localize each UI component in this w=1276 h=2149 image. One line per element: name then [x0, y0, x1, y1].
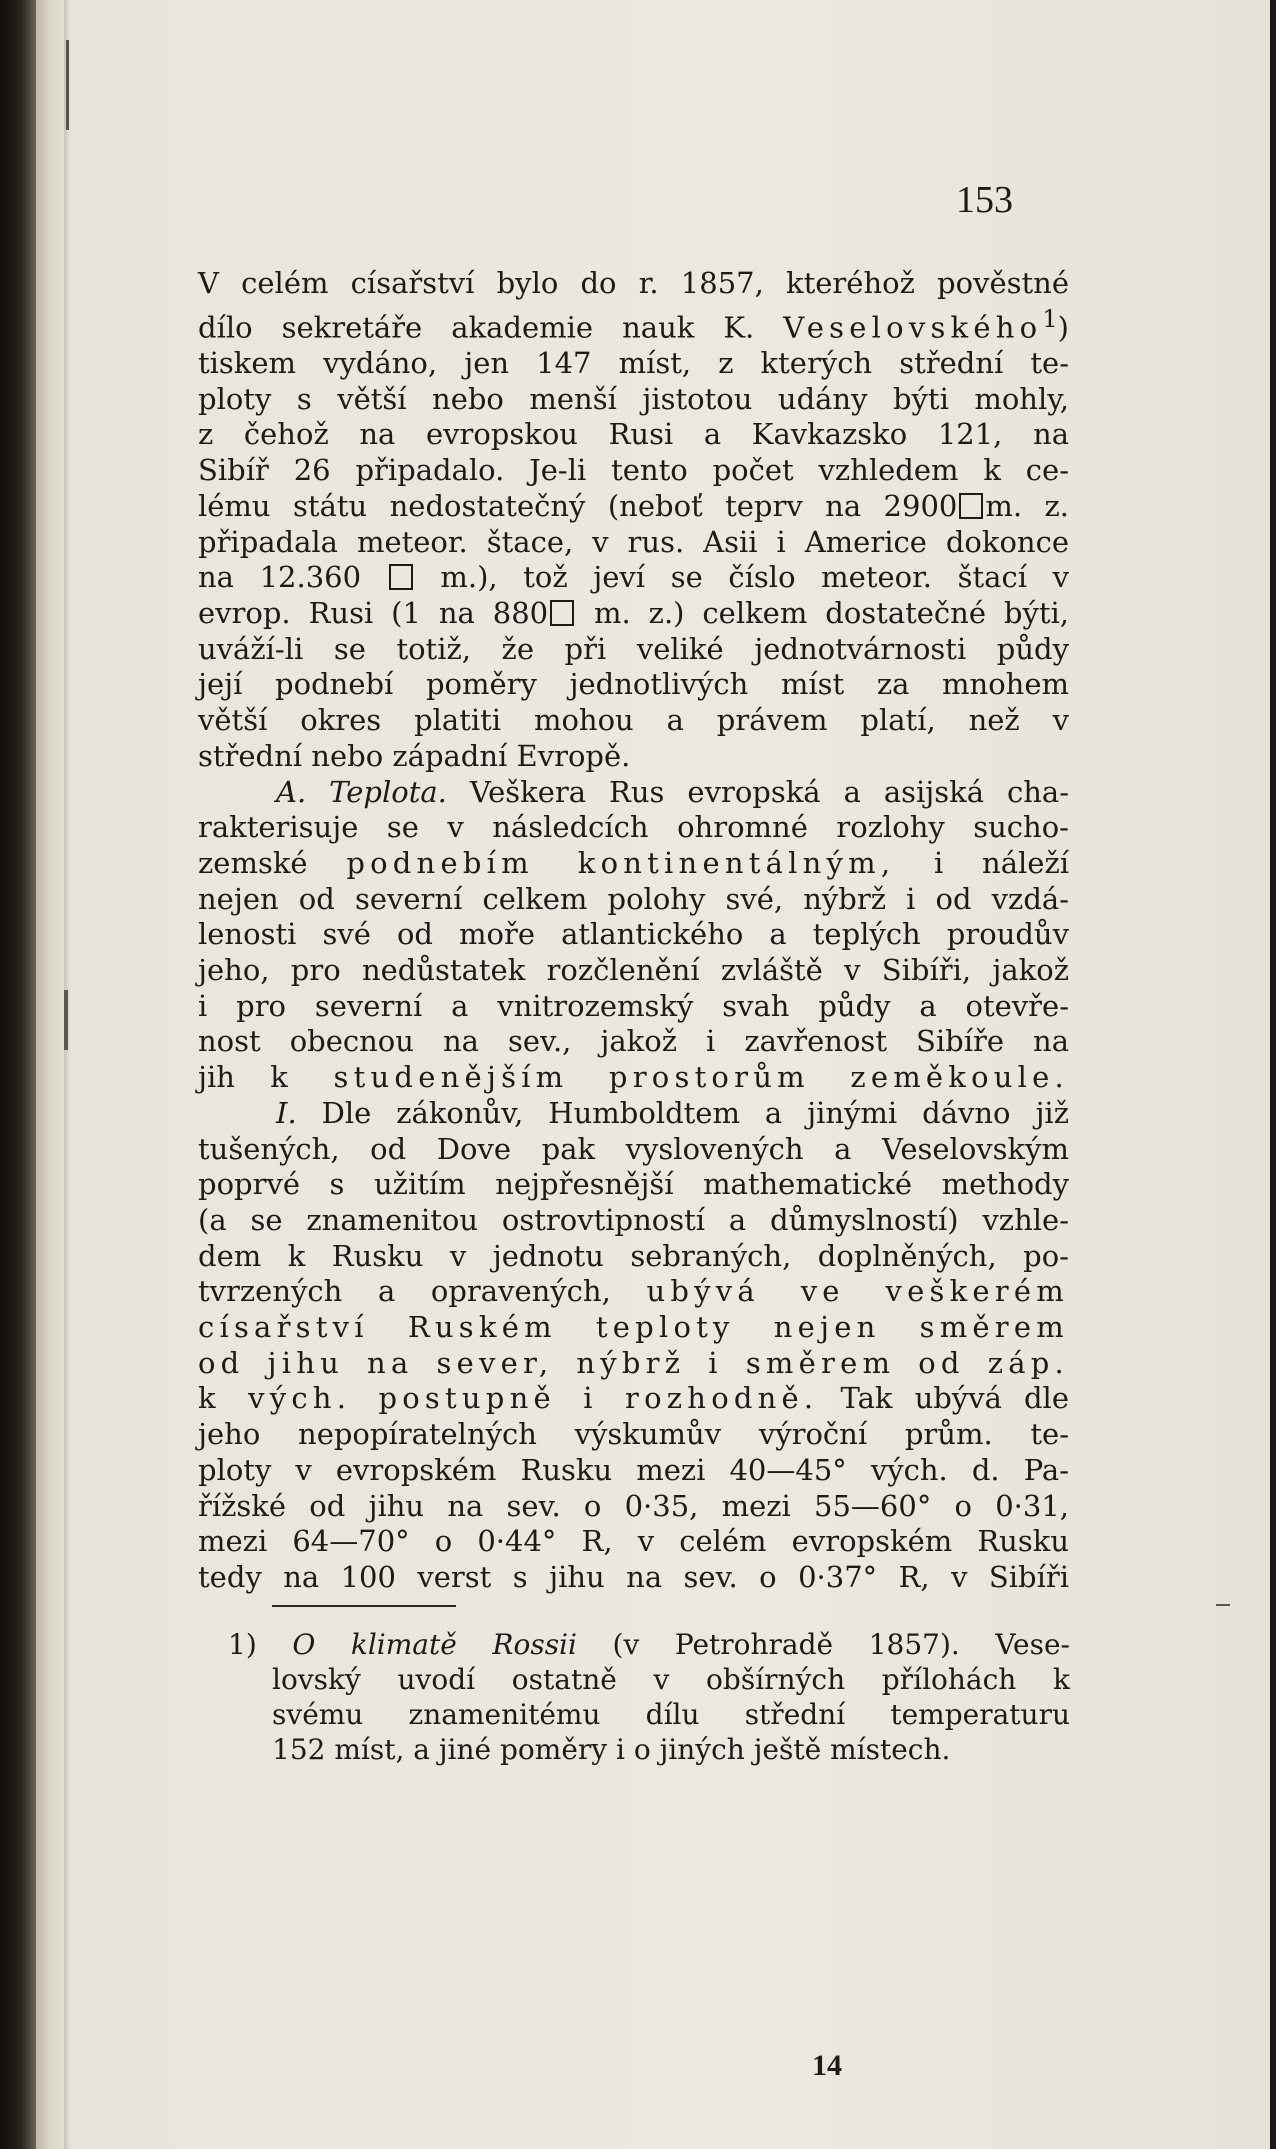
text-line: na 12.360 m.), tož jeví se číslo meteor. štací v	[198, 560, 1069, 595]
text-line: k vých. postupně i rozhodně. Tak ubývá dle	[198, 1381, 1069, 1416]
book-page	[36, 0, 1270, 2149]
text-line: (a se znamenitou ostrovtipností a důmyslností) vzhle-	[198, 1202, 1069, 1237]
text-line: tiskem vydáno, jen 147 míst, z kterých střední te-	[198, 346, 1069, 381]
text-line: tvrzených a opravených, ubývá ve veškerém	[198, 1274, 1069, 1309]
square-symbol-icon	[389, 564, 413, 590]
text-line: řížské od jihu na sev. o 0·35, mezi 55—60° o 0·31,	[198, 1488, 1069, 1523]
footnote-line: lovský uvodí ostatně v obšírných přílohách k	[272, 1663, 1070, 1696]
paragraph-numeral: I.	[276, 1095, 297, 1130]
text-line: mezi 64—70° o 0·44° R, v celém evropském Rusku	[198, 1524, 1069, 1559]
text-line: ploty v evropském Rusku mezi 40—45° vých. d. Pa-	[198, 1452, 1069, 1487]
text-line: zemské podnebím kontinentálným, i náleží	[198, 845, 1069, 880]
text-line: jeho, pro nedůstatek rozčlenění zvláště v Sibíři, jakož	[198, 953, 1069, 988]
book-spine	[0, 0, 36, 2149]
printer-signature: 14	[812, 2049, 842, 2082]
text-line: dem k Rusku v jednotu sebraných, doplněných, po-	[198, 1238, 1069, 1273]
text-line: evrop. Rusi (1 na 880 m. z.) celkem dostatečné býti,	[198, 595, 1070, 630]
text-line: nejen od severní celkem polohy své, nýbrž i od vzdá-	[198, 881, 1069, 916]
text-line: i pro severní a vnitrozemský svah půdy a otevře-	[198, 988, 1069, 1023]
square-symbol-icon	[959, 493, 983, 519]
page-edge-mark	[66, 40, 69, 130]
text-line: poprvé s užitím nejpřesnější mathematické methody	[198, 1167, 1069, 1202]
footnote-title: O klimatě Rossii	[292, 1628, 577, 1661]
text-line: její podnebí poměry jednotlivých míst za mnohem	[198, 667, 1069, 702]
spaced-emphasis: k studenějším prostorům zeměkoule.	[270, 1060, 1069, 1095]
text-line: větší okres platiti mohou a právem platí, než v	[198, 703, 1069, 738]
text-line: V celém císařství bylo do r. 1857, kteréhož pověstné	[198, 266, 1069, 300]
text-line: uváží-li se totiž, že při veliké jednotvárnosti půdy	[198, 631, 1069, 666]
footnote-line: 152 míst, a jiné poměry i o jiných ještě místech.	[272, 1733, 951, 1766]
square-symbol-icon	[550, 600, 574, 626]
footnote-divider	[272, 1605, 456, 1607]
footnote-line: svému znamenitému dílu střední temperaturu	[272, 1698, 1070, 1731]
page-edge-mark	[64, 990, 68, 1050]
text-line: tušených, od Dove pak vyslovených a Veselovským	[198, 1131, 1069, 1166]
footnote-reference: 1	[1042, 304, 1058, 333]
text-line: jeho nepopíratelných výskumův výroční prům. te-	[198, 1417, 1069, 1452]
text-line: lenosti své od moře atlantického a teplých proudův	[198, 917, 1069, 952]
text-line: dílo sekretáře akademie nauk K. Veselovského$^1$)	[198, 304, 1069, 345]
spaced-emphasis: k vých. postupně i rozhodně.	[198, 1381, 819, 1416]
text-line: tedy na 100 verst s jihu na sev. o 0·37° R, v Sibíři	[198, 1559, 1069, 1594]
text-line: Sibíř 26 připadalo. Je-li tento počet vzhledem k ce-	[198, 453, 1069, 488]
section-heading: A. Teplota.	[276, 774, 447, 809]
page-fold-shadow	[64, 0, 70, 2149]
text-line: A. Teplota. Veškera Rus evropská a asijská cha-	[276, 774, 1070, 809]
text-line: jih k studenějším prostorům zeměkoule.	[198, 1060, 1069, 1095]
page-number: 153	[956, 179, 1013, 221]
page-edge-mark	[1216, 1604, 1230, 1606]
text-line: císařství Ruském teploty nejen směrem	[198, 1310, 1069, 1345]
text-line: I. Dle zákonův, Humboldtem a jinými dávno již	[276, 1095, 1069, 1130]
text-line: střední nebo západní Evropě.	[198, 738, 631, 773]
text-line: rakterisuje se v následcích ohromné rozlohy sucho-	[198, 810, 1069, 845]
footnote-line: 1) O klimatě Rossii (v Petrohradě 1857). Vese-	[228, 1628, 1070, 1661]
spaced-emphasis: ubývá ve veškerém	[646, 1274, 1069, 1309]
main-text	[198, 266, 1069, 1596]
text-line: nost obecnou na sev., jakož i zavřenost Sibíře na	[198, 1024, 1069, 1059]
text-line: ploty s větší nebo menší jistotou udány býti mohly,	[198, 381, 1069, 416]
spaced-emphasis: podnebím kontinentálným,	[346, 845, 896, 880]
text-line: lému státu nedostatečný (neboť teprv na 2900 m. z.	[198, 488, 1069, 523]
author-name: Veselovského	[783, 310, 1043, 345]
footnote-marker: 1)	[228, 1628, 257, 1661]
text-line: od jihu na sever, nýbrž i směrem od záp.	[198, 1345, 1069, 1380]
text-line: připadala meteor. štace, v rus. Asii i Americe dokonce	[198, 524, 1069, 559]
footnote	[228, 1627, 1070, 1767]
text-line: z čehož na evropskou Rusi a Kavkazsko 121, na	[198, 417, 1069, 452]
